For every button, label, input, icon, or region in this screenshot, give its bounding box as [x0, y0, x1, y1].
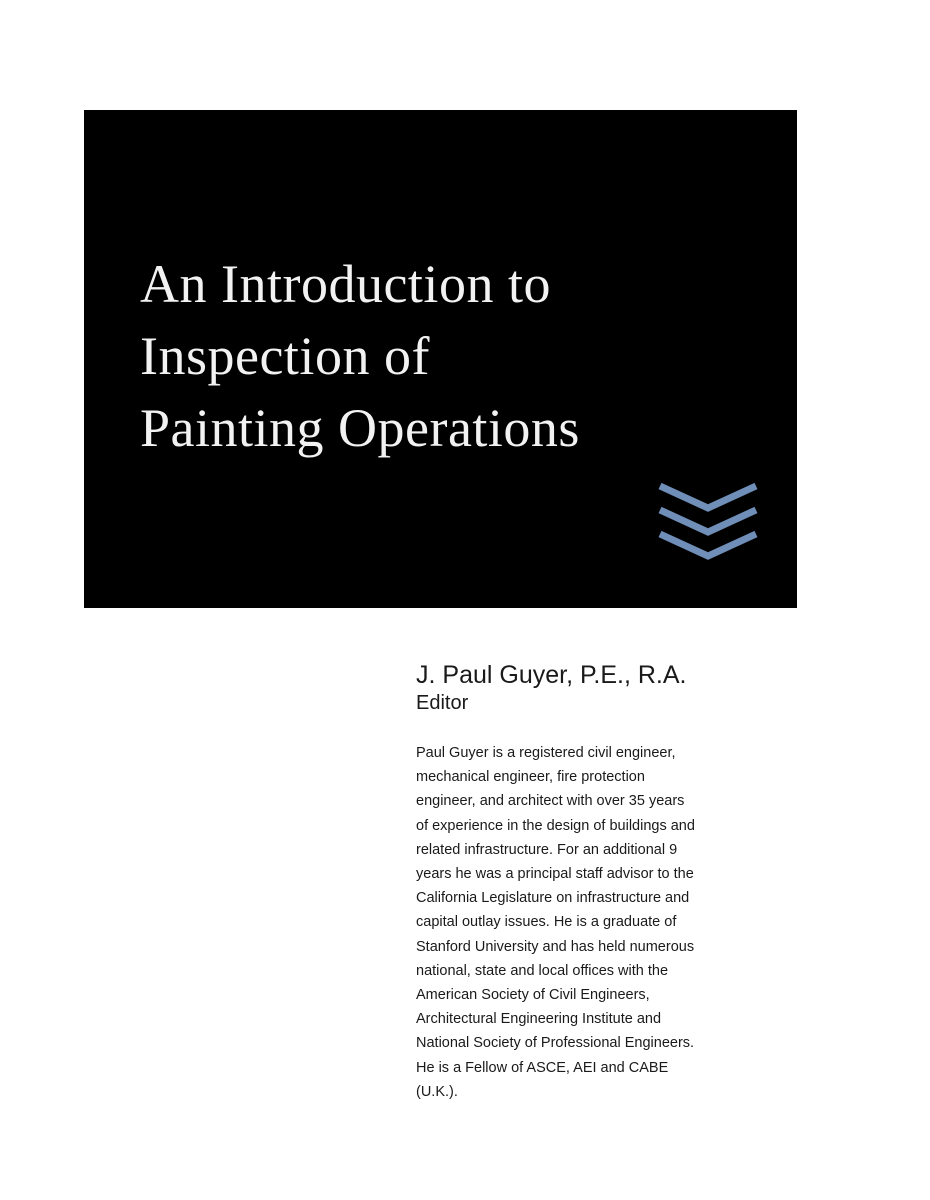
bio-line: Paul Guyer is a registered civil engineer,	[416, 745, 676, 761]
author-role: Editor	[416, 692, 469, 714]
bio-line: National Society of Professional Engineers.	[416, 1035, 695, 1052]
bio-line: Stanford University and has held numerous	[416, 938, 695, 955]
bio-line: engineer, and architect with over 35 years	[416, 793, 685, 810]
author-name: J. Paul Guyer, P.E., R.A.	[416, 661, 687, 689]
chevron-stroke	[660, 510, 756, 532]
bio-line: California Legislature on infrastructure and	[416, 890, 690, 907]
book-title-line: Painting Operations	[140, 398, 580, 458]
chevron-stroke	[660, 534, 756, 556]
book-title	[140, 248, 580, 464]
book-title-line: An Introduction to	[140, 254, 551, 314]
bio-line: American Society of Civil Engineers,	[416, 987, 650, 1004]
bio-line: related infrastructure. For an additional 9	[416, 841, 678, 858]
bio-line: mechanical engineer, fire protection	[416, 769, 645, 786]
bio-line: (U.K.).	[416, 1083, 458, 1100]
bio-line: national, state and local offices with the	[416, 962, 669, 979]
bio-line: He is a Fellow of ASCE, AEI and CABE	[416, 1059, 669, 1076]
triple-chevron-down-icon	[656, 482, 760, 564]
cover-title-block	[84, 110, 797, 608]
chevron-stroke	[660, 486, 756, 508]
bio-line: Architectural Engineering Institute and	[416, 1011, 662, 1028]
bio-line: capital outlay issues. He is a graduate of	[416, 914, 677, 931]
bio-line: of experience in the design of buildings and	[416, 817, 695, 834]
author-bio	[416, 741, 786, 1104]
bio-line: years he was a principal staff advisor to the	[416, 866, 694, 883]
book-title-line: Inspection of	[140, 326, 430, 386]
